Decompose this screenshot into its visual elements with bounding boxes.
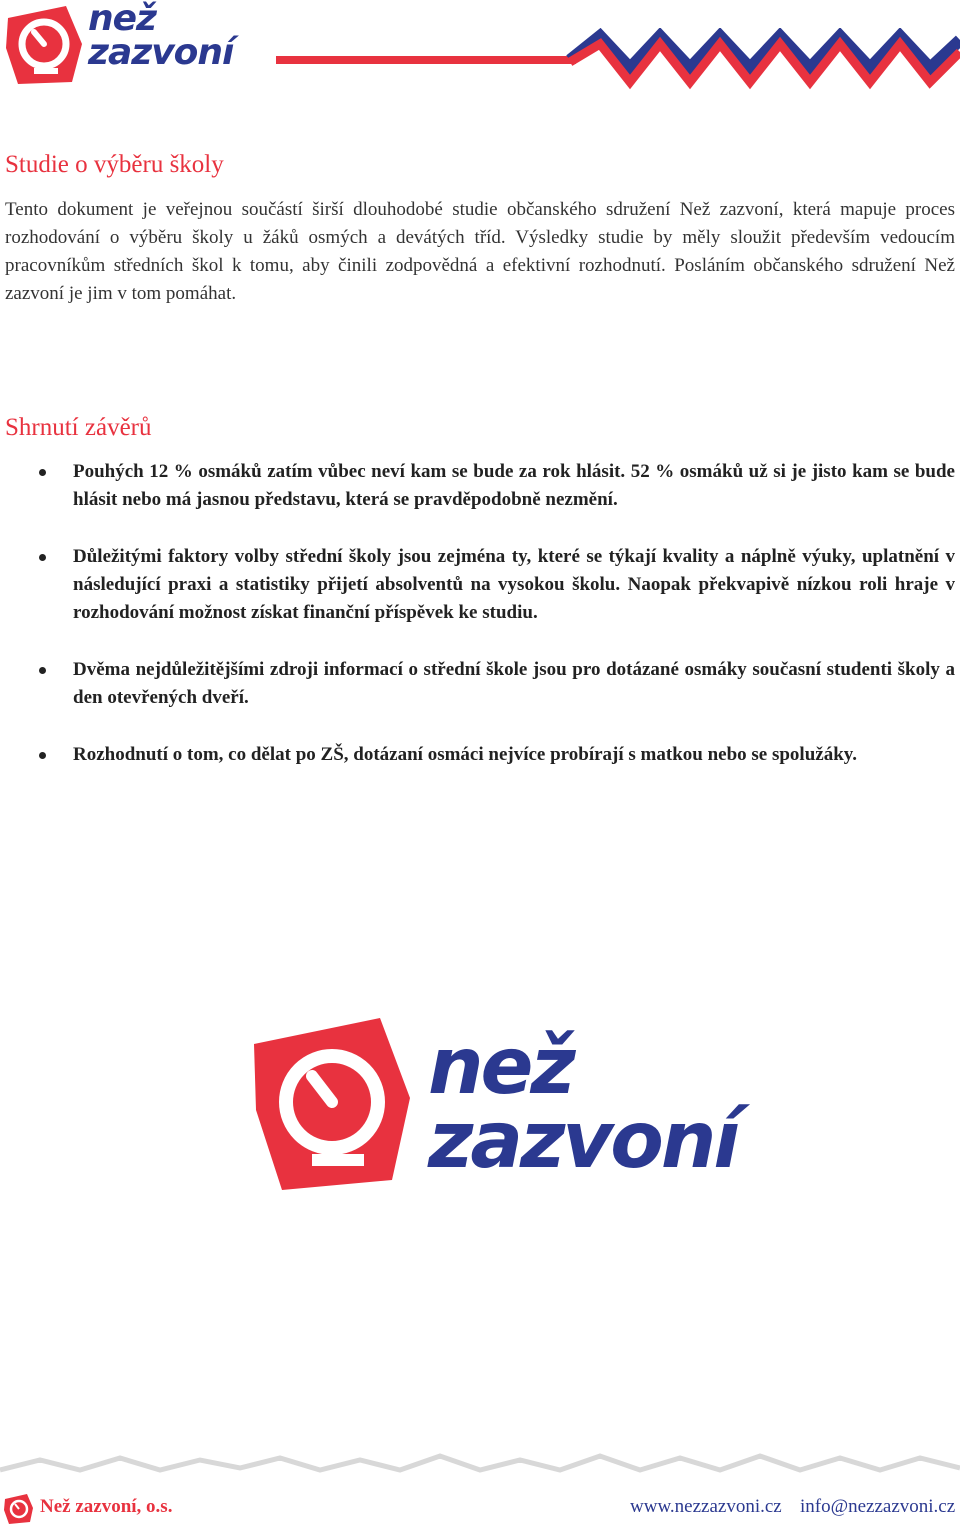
footer-organization: Než zazvoní, o.s. <box>40 1496 173 1517</box>
summary-item <box>5 741 955 769</box>
summary-item <box>5 656 955 712</box>
center-logo-text <box>428 1022 738 1186</box>
summary-item-text: Rozhodnutí o tom, co dělat po ZŠ, dotázaní osmáci nejvíce probírají s matkou nebo se spolužáky. <box>73 744 857 765</box>
brand-logo-line2: zazvoní <box>88 32 234 73</box>
study-title: Studie o výběru školy <box>5 151 224 178</box>
center-logo-line1: než <box>428 1022 573 1112</box>
center-brand-logo <box>252 1018 792 1198</box>
bullet-icon <box>39 667 46 674</box>
brand-logo-text <box>88 0 234 73</box>
footer-wave-decoration <box>0 1446 960 1486</box>
footer-website-link[interactable]: www.nezzazvoni.cz <box>630 1496 782 1517</box>
summary-item-text: Dvěma nejdůležitějšími zdroji informací o střední škole jsou pro dotázané osmáky současní studenti školy a den otevřených dveří. <box>73 659 955 708</box>
summary-item-text: Pouhých 12 % osmáků zatím vůbec neví kam se bude za rok hlásit. 52 % osmáků už si je jisto kam se bude hlásit nebo má jasnou představu, která se pravděpodobně nezmění. <box>73 461 955 510</box>
bell-logo-icon <box>4 4 84 86</box>
brand-logo-line1: než <box>88 0 156 39</box>
document-body <box>5 140 955 765</box>
footer-email-link[interactable]: info@nezzazvoni.cz <box>800 1496 956 1517</box>
center-logo-line2: zazvoní <box>428 1096 738 1186</box>
page-footer <box>0 1446 960 1524</box>
summary-item-text: Důležitými faktory volby střední školy jsou zejména ty, které se týkají kvality a náplně výuky, uplatnění v následující praxi a statistiky přijetí absolventů na vysokou školu. Naopak překvapivě nízkou roli hraje v rozhodování možnost získat finanční příspěvek ke studiu. <box>73 546 955 623</box>
bell-logo-icon <box>4 1494 34 1524</box>
intro-paragraph: Tento dokument je veřejnou součástí širší dlouhodobé studie občanského sdružení Než zazvoní, která mapuje proces rozhodování o výběru školy u žáků osmých a devátých tříd. Výsledky studie by měly sloužit především vedoucím pracovníkům středních škol k tomu, aby činili zodpovědná a efektivní rozhodnutí. Posláním občanského sdružení Než zazvoní je jim v tom pomáhat. <box>5 199 955 304</box>
page-header <box>0 0 960 100</box>
summary-list <box>5 458 955 798</box>
bell-logo-icon <box>252 1018 412 1190</box>
zigzag-band-decoration <box>270 28 960 98</box>
summary-item <box>5 458 955 514</box>
bullet-icon <box>39 554 46 561</box>
summary-item <box>5 543 955 627</box>
bullet-icon <box>39 752 46 759</box>
bullet-icon <box>39 469 46 476</box>
summary-title: Shrnutí závěrů <box>5 414 152 441</box>
